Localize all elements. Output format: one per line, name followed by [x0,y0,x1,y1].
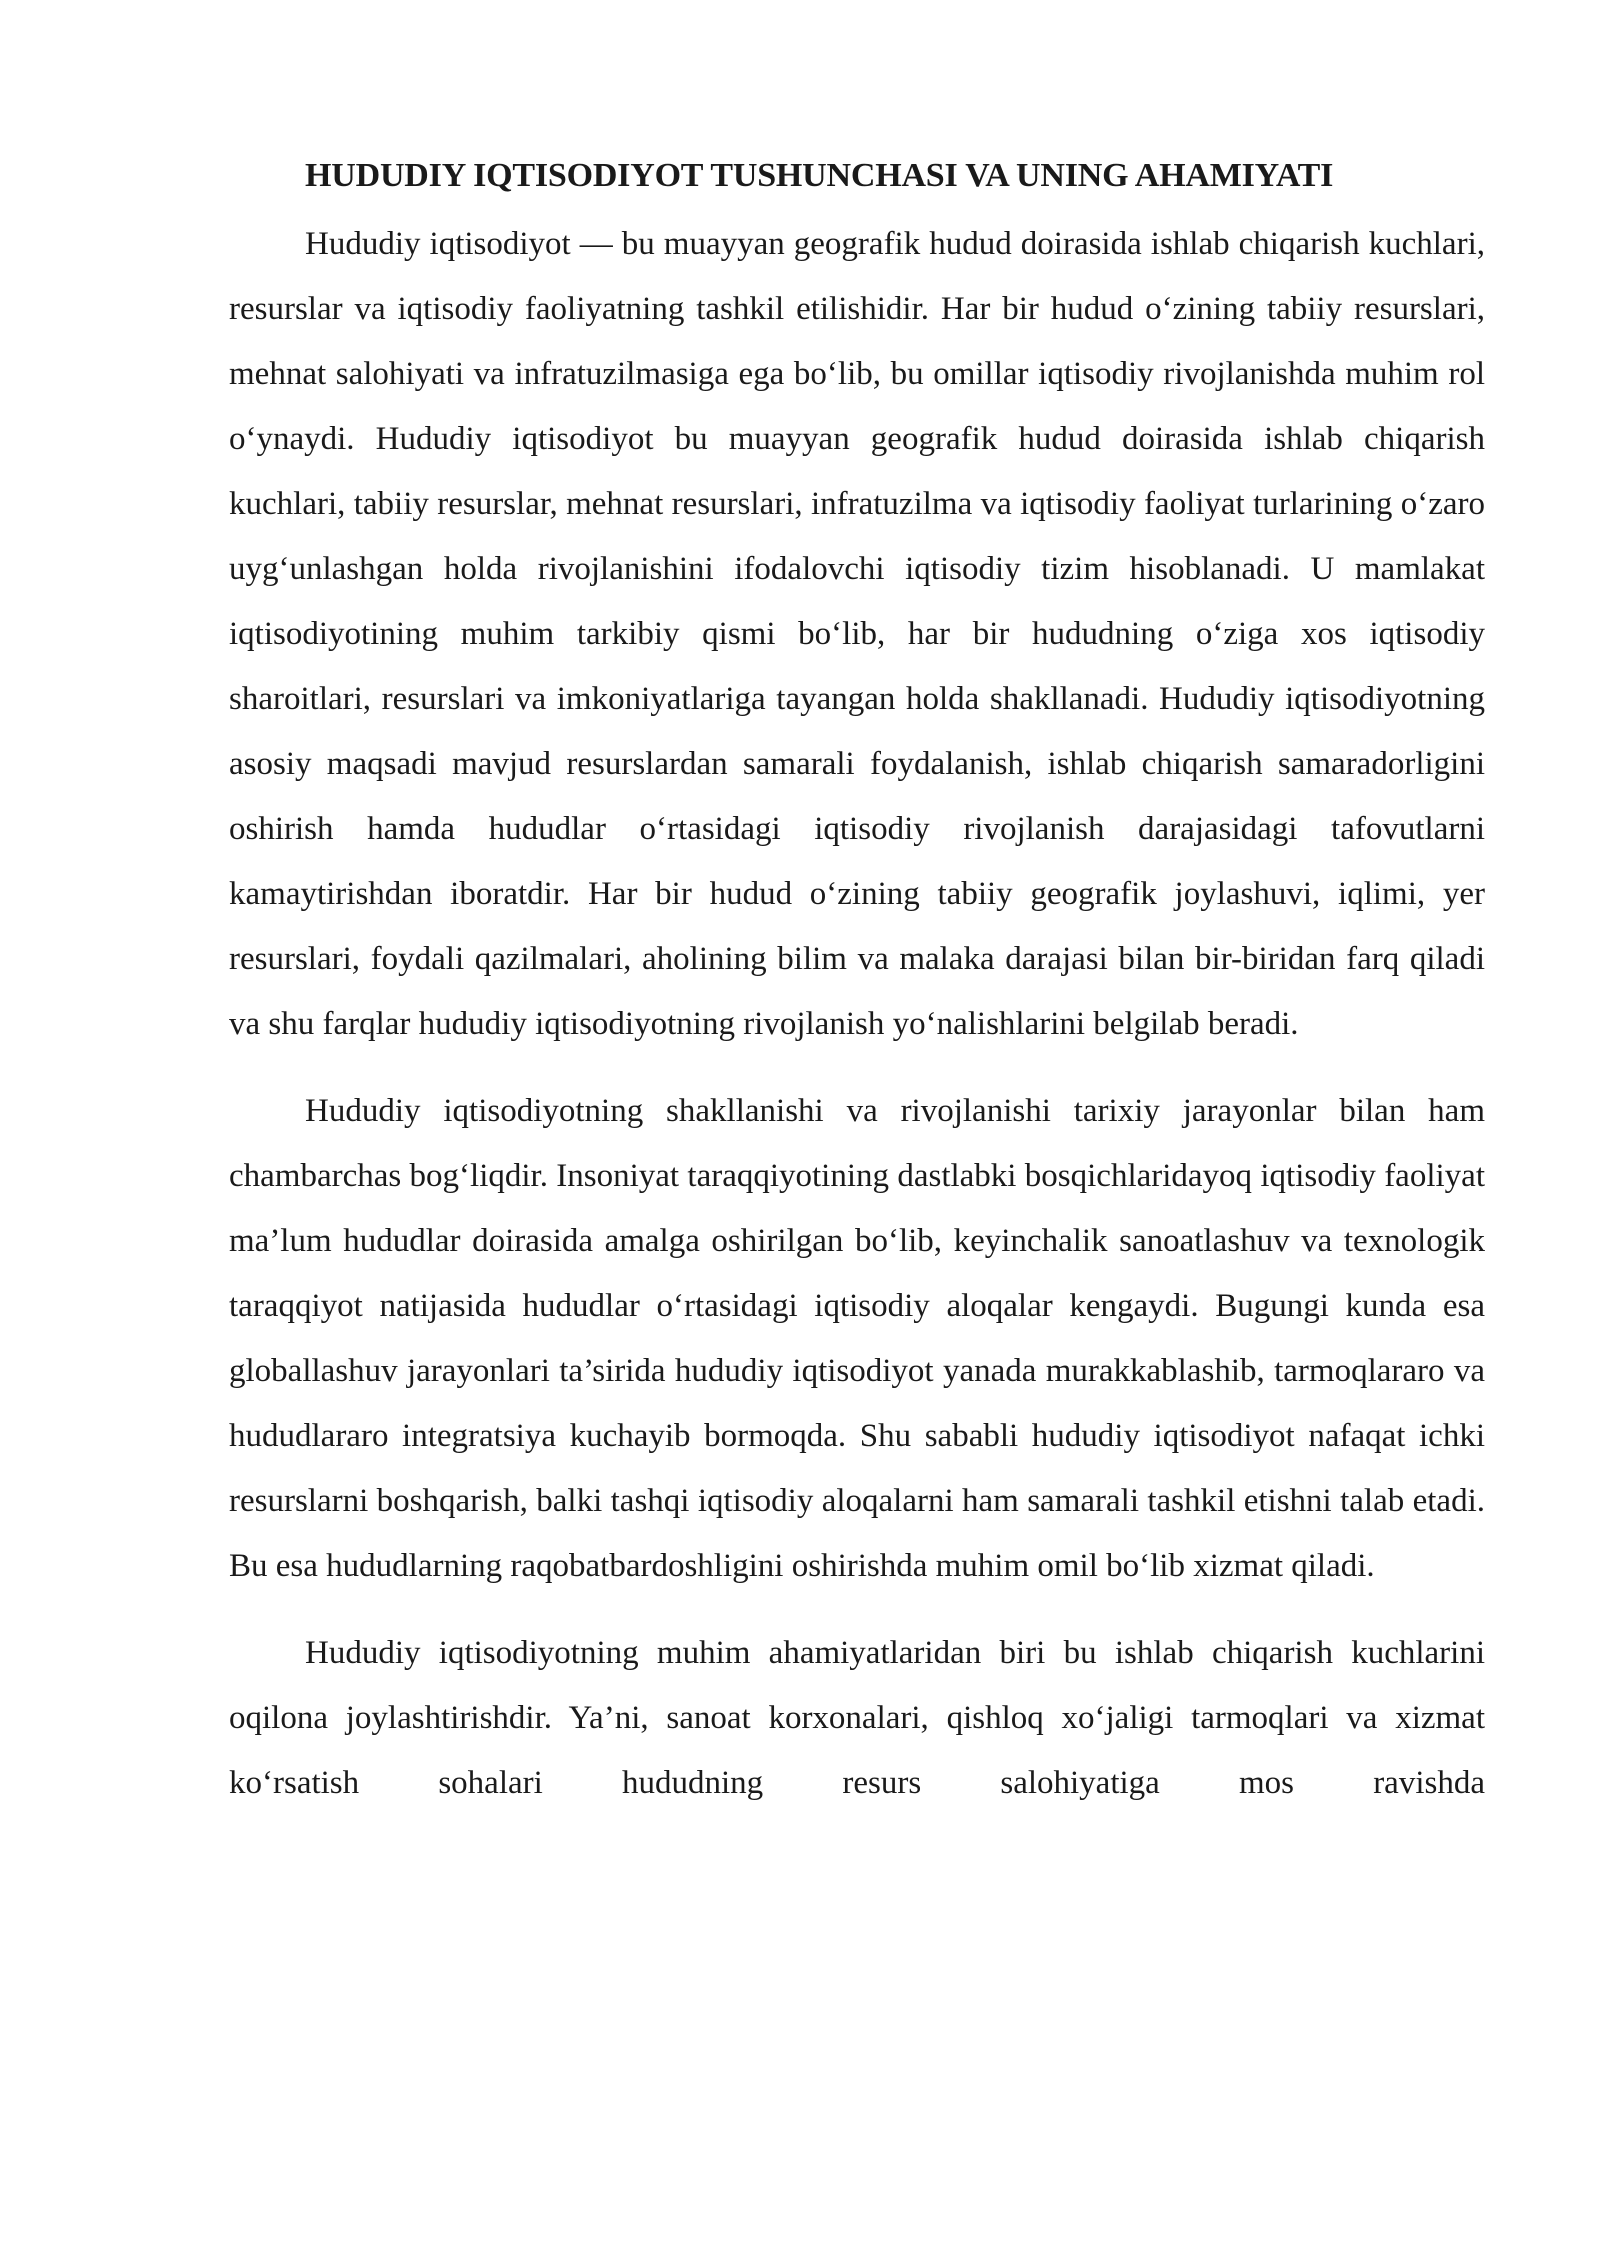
document-body [229,150,1485,1838]
paragraph-2: Hududiy iqtisodiyotning shakllanishi va rivojlanishi tarixiy jarayonlar bilan ham chambarchas bog‘liqdir. Insoniyat taraqqiyotining dastlabki bosqichlaridayoq iqtisodiy faoliyat ma’lum hududlar doirasida amalga oshirilgan bo‘lib, keyinchalik sanoatlashuv va texnologik taraqqiyot natijasida hududlar o‘rtasidagi iqtisodiy aloqalar kengaydi. Bugungi kunda esa globallashuv jarayonlari ta’sirida hududiy iqtisodiyot yanada murakkablashib, tarmoqlararo va hududlararo integratsiya kuchayib bormoqda. Shu sababli hududiy iqtisodiyot nafaqat ichki resurslarni boshqarish, balki tashqi iqtisodiy aloqalarni ham samarali tashkil etishni talab etadi. Bu esa hududlarning raqobatbardoshligini oshirishda muhim omil bo‘lib xizmat qiladi. [229,1093,1485,1584]
paragraph-1: Hududiy iqtisodiyot — bu muayyan geografik hudud doirasida ishlab chiqarish kuchlari, resurslar va iqtisodiy faoliyatning tashkil etilishidir. Har bir hudud o‘zining tabiiy resurslari, mehnat salohiyati va infratuzilmasiga ega bo‘lib, bu omillar iqtisodiy rivojlanishda muhim rol o‘ynaydi. Hududiy iqtisodiyot bu muayyan geografik hudud doirasida ishlab chiqarish kuchlari, tabiiy resurslar, mehnat resurslari, infratuzilma va iqtisodiy faoliyat turlarining o‘zaro uyg‘unlashgan holda rivojlanishini ifodalovchi iqtisodiy tizim hisoblanadi. U mamlakat iqtisodiyotining muhim tarkibiy qismi bo‘lib, har bir hududning o‘ziga xos iqtisodiy sharoitlari, resurslari va imkoniyatlariga tayangan holda shakllanadi. Hududiy iqtisodiyotning asosiy maqsadi mavjud resurslardan samarali foydalanish, ishlab chiqarish samaradorligini oshirish hamda hududlar o‘rtasidagi iqtisodiy rivojlanish darajasidagi tafovutlarni kamaytirishdan iboratdir. Har bir hudud o‘zining tabiiy geografik joylashuvi, iqlimi, yer resurslari, foydali qazilmalari, aholining bilim va malaka darajasi bilan bir-biridan farq qiladi va shu farqlar hududiy iqtisodiyotning rivojlanish yo‘nalishlarini belgilab beradi. [229,226,1485,1042]
paragraph-3: Hududiy iqtisodiyotning muhim ahamiyatlaridan biri bu ishlab chiqarish kuchlarini oqilona joylashtirishdir. Ya’ni, sanoat korxonalari, qishloq xo‘jaligi tarmoqlari va xizmat ko‘rsatish sohalari hududning resurs salohiyatiga mos ravishda [229,1635,1485,1801]
document-title: HUDUDIY IQTISODIYOT TUSHUNCHASI VA UNING AHAMIYATI [305,157,1334,194]
